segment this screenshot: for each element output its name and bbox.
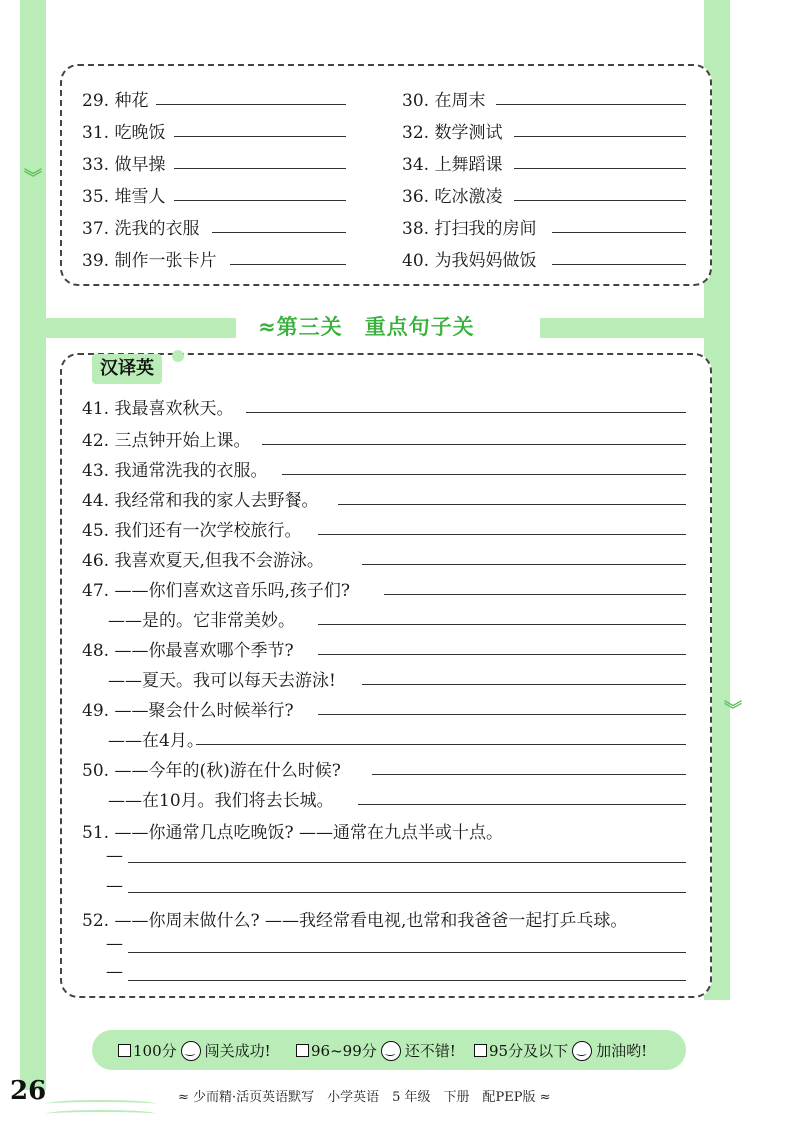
- answer-line[interactable]: [552, 232, 686, 233]
- vocab-item-33: 33. 做早操: [82, 155, 166, 175]
- sentence-44: 44. 我经常和我的家人去野餐。: [82, 491, 319, 511]
- wave-decoration: [46, 1100, 156, 1108]
- sentence-48-answer: ——夏天。我可以每天去游泳!: [108, 671, 336, 691]
- dash-mark: —: [106, 846, 123, 866]
- vocab-item-35: 35. 堆雪人: [82, 187, 166, 207]
- answer-line[interactable]: [384, 594, 686, 595]
- sentence-48-question: 48. ——你最喜欢哪个季节?: [82, 641, 294, 661]
- chevron-down-icon: ︾: [24, 168, 42, 189]
- score-label: 95分及以下: [489, 1042, 569, 1060]
- sentence-49-question: 49. ——聚会什么时候举行?: [82, 701, 294, 721]
- vocab-item-38: 38. 打扫我的房间: [402, 219, 537, 239]
- answer-line[interactable]: [174, 168, 346, 169]
- sentence-43: 43. 我通常洗我的衣服。: [82, 461, 268, 481]
- answer-line[interactable]: [196, 744, 686, 745]
- answer-line[interactable]: [514, 136, 686, 137]
- green-frame-left: [20, 0, 46, 1090]
- score-option-96-99[interactable]: [296, 1040, 456, 1061]
- answer-line[interactable]: [128, 862, 686, 863]
- sentence-50-question: 50. ——今年的(秋)游在什么时候?: [82, 761, 341, 781]
- smiley-face-icon: [181, 1041, 201, 1061]
- vocab-item-31: 31. 吃晚饭: [82, 123, 166, 143]
- vocab-item-29: 29. 种花: [82, 91, 149, 111]
- vocab-item-30: 30. 在周末: [402, 91, 486, 111]
- tag-decoration: [172, 350, 184, 362]
- sentence-52: 52. ——你周末做什么? ——我经常看电视,也常和我爸爸一起打乒乓球。: [82, 911, 628, 931]
- sentence-45: 45. 我们还有一次学校旅行。: [82, 521, 302, 541]
- answer-line[interactable]: [552, 264, 686, 265]
- checkbox-icon[interactable]: [474, 1044, 487, 1057]
- answer-line[interactable]: [282, 474, 686, 475]
- sentence-47-question: 47. ——你们喜欢这音乐吗,孩子们?: [82, 581, 350, 601]
- sentence-46: 46. 我喜欢夏天,但我不会游泳。: [82, 551, 324, 571]
- answer-line[interactable]: [362, 564, 686, 565]
- smiley-face-icon: [572, 1041, 592, 1061]
- sentence-50-answer: ——在10月。我们将去长城。: [108, 791, 334, 811]
- vocab-item-34: 34. 上舞蹈课: [402, 155, 503, 175]
- answer-line[interactable]: [262, 444, 686, 445]
- answer-line[interactable]: [246, 412, 686, 413]
- answer-line[interactable]: [318, 714, 686, 715]
- answer-line[interactable]: [514, 200, 686, 201]
- score-text: 闯关成功!: [204, 1042, 271, 1060]
- dash-mark: —: [106, 876, 123, 896]
- section-title: ≈第三关 重点句子关: [258, 315, 475, 339]
- answer-line[interactable]: [174, 136, 346, 137]
- answer-line[interactable]: [156, 104, 346, 105]
- section-tag: 汉译英: [92, 354, 162, 384]
- score-option-95-below[interactable]: [474, 1040, 647, 1061]
- wave-decoration: [46, 1110, 156, 1118]
- answer-line[interactable]: [318, 624, 686, 625]
- vocab-item-36: 36. 吃冰激凌: [402, 187, 503, 207]
- sentence-41: 41. 我最喜欢秋天。: [82, 399, 234, 419]
- checkbox-icon[interactable]: [296, 1044, 309, 1057]
- answer-line[interactable]: [212, 232, 346, 233]
- answer-line[interactable]: [128, 892, 686, 893]
- answer-line[interactable]: [318, 534, 686, 535]
- sentence-47-answer: ——是的。它非常美妙。: [108, 611, 295, 631]
- footer-text: ≈ 少而精·活页英语默写 小学英语 5 年级 下册 配PEP版 ≈: [178, 1090, 551, 1105]
- vocab-item-39: 39. 制作一张卡片: [82, 251, 217, 271]
- score-text: 还不错!: [404, 1042, 456, 1060]
- answer-line[interactable]: [358, 804, 686, 805]
- answer-line[interactable]: [128, 980, 686, 981]
- sentence-42: 42. 三点钟开始上课。: [82, 431, 251, 451]
- chevron-down-icon: ︾: [724, 700, 742, 721]
- score-label: 96~99分: [311, 1042, 377, 1060]
- smiley-face-icon: [381, 1041, 401, 1061]
- answer-line[interactable]: [318, 654, 686, 655]
- vocab-item-37: 37. 洗我的衣服: [82, 219, 200, 239]
- sentence-49-answer: ——在4月。: [108, 731, 204, 751]
- section-stripe-right: [540, 318, 730, 338]
- page-number: 26: [10, 1076, 47, 1106]
- dash-mark: —: [106, 934, 123, 954]
- score-text: 加油哟!: [596, 1042, 648, 1060]
- answer-line[interactable]: [362, 684, 686, 685]
- section-stripe-left: [46, 318, 236, 338]
- answer-line[interactable]: [338, 504, 686, 505]
- score-option-100[interactable]: [118, 1040, 271, 1061]
- answer-line[interactable]: [230, 264, 346, 265]
- checkbox-icon[interactable]: [118, 1044, 131, 1057]
- answer-line[interactable]: [128, 952, 686, 953]
- vocab-item-40: 40. 为我妈妈做饭: [402, 251, 537, 271]
- answer-line[interactable]: [372, 774, 686, 775]
- dash-mark: —: [106, 962, 123, 982]
- answer-line[interactable]: [174, 200, 346, 201]
- answer-line[interactable]: [514, 168, 686, 169]
- sentence-51: 51. ——你通常几点吃晚饭? ——通常在九点半或十点。: [82, 823, 503, 843]
- answer-line[interactable]: [496, 104, 686, 105]
- score-label: 100分: [133, 1042, 177, 1060]
- vocab-item-32: 32. 数学测试: [402, 123, 503, 143]
